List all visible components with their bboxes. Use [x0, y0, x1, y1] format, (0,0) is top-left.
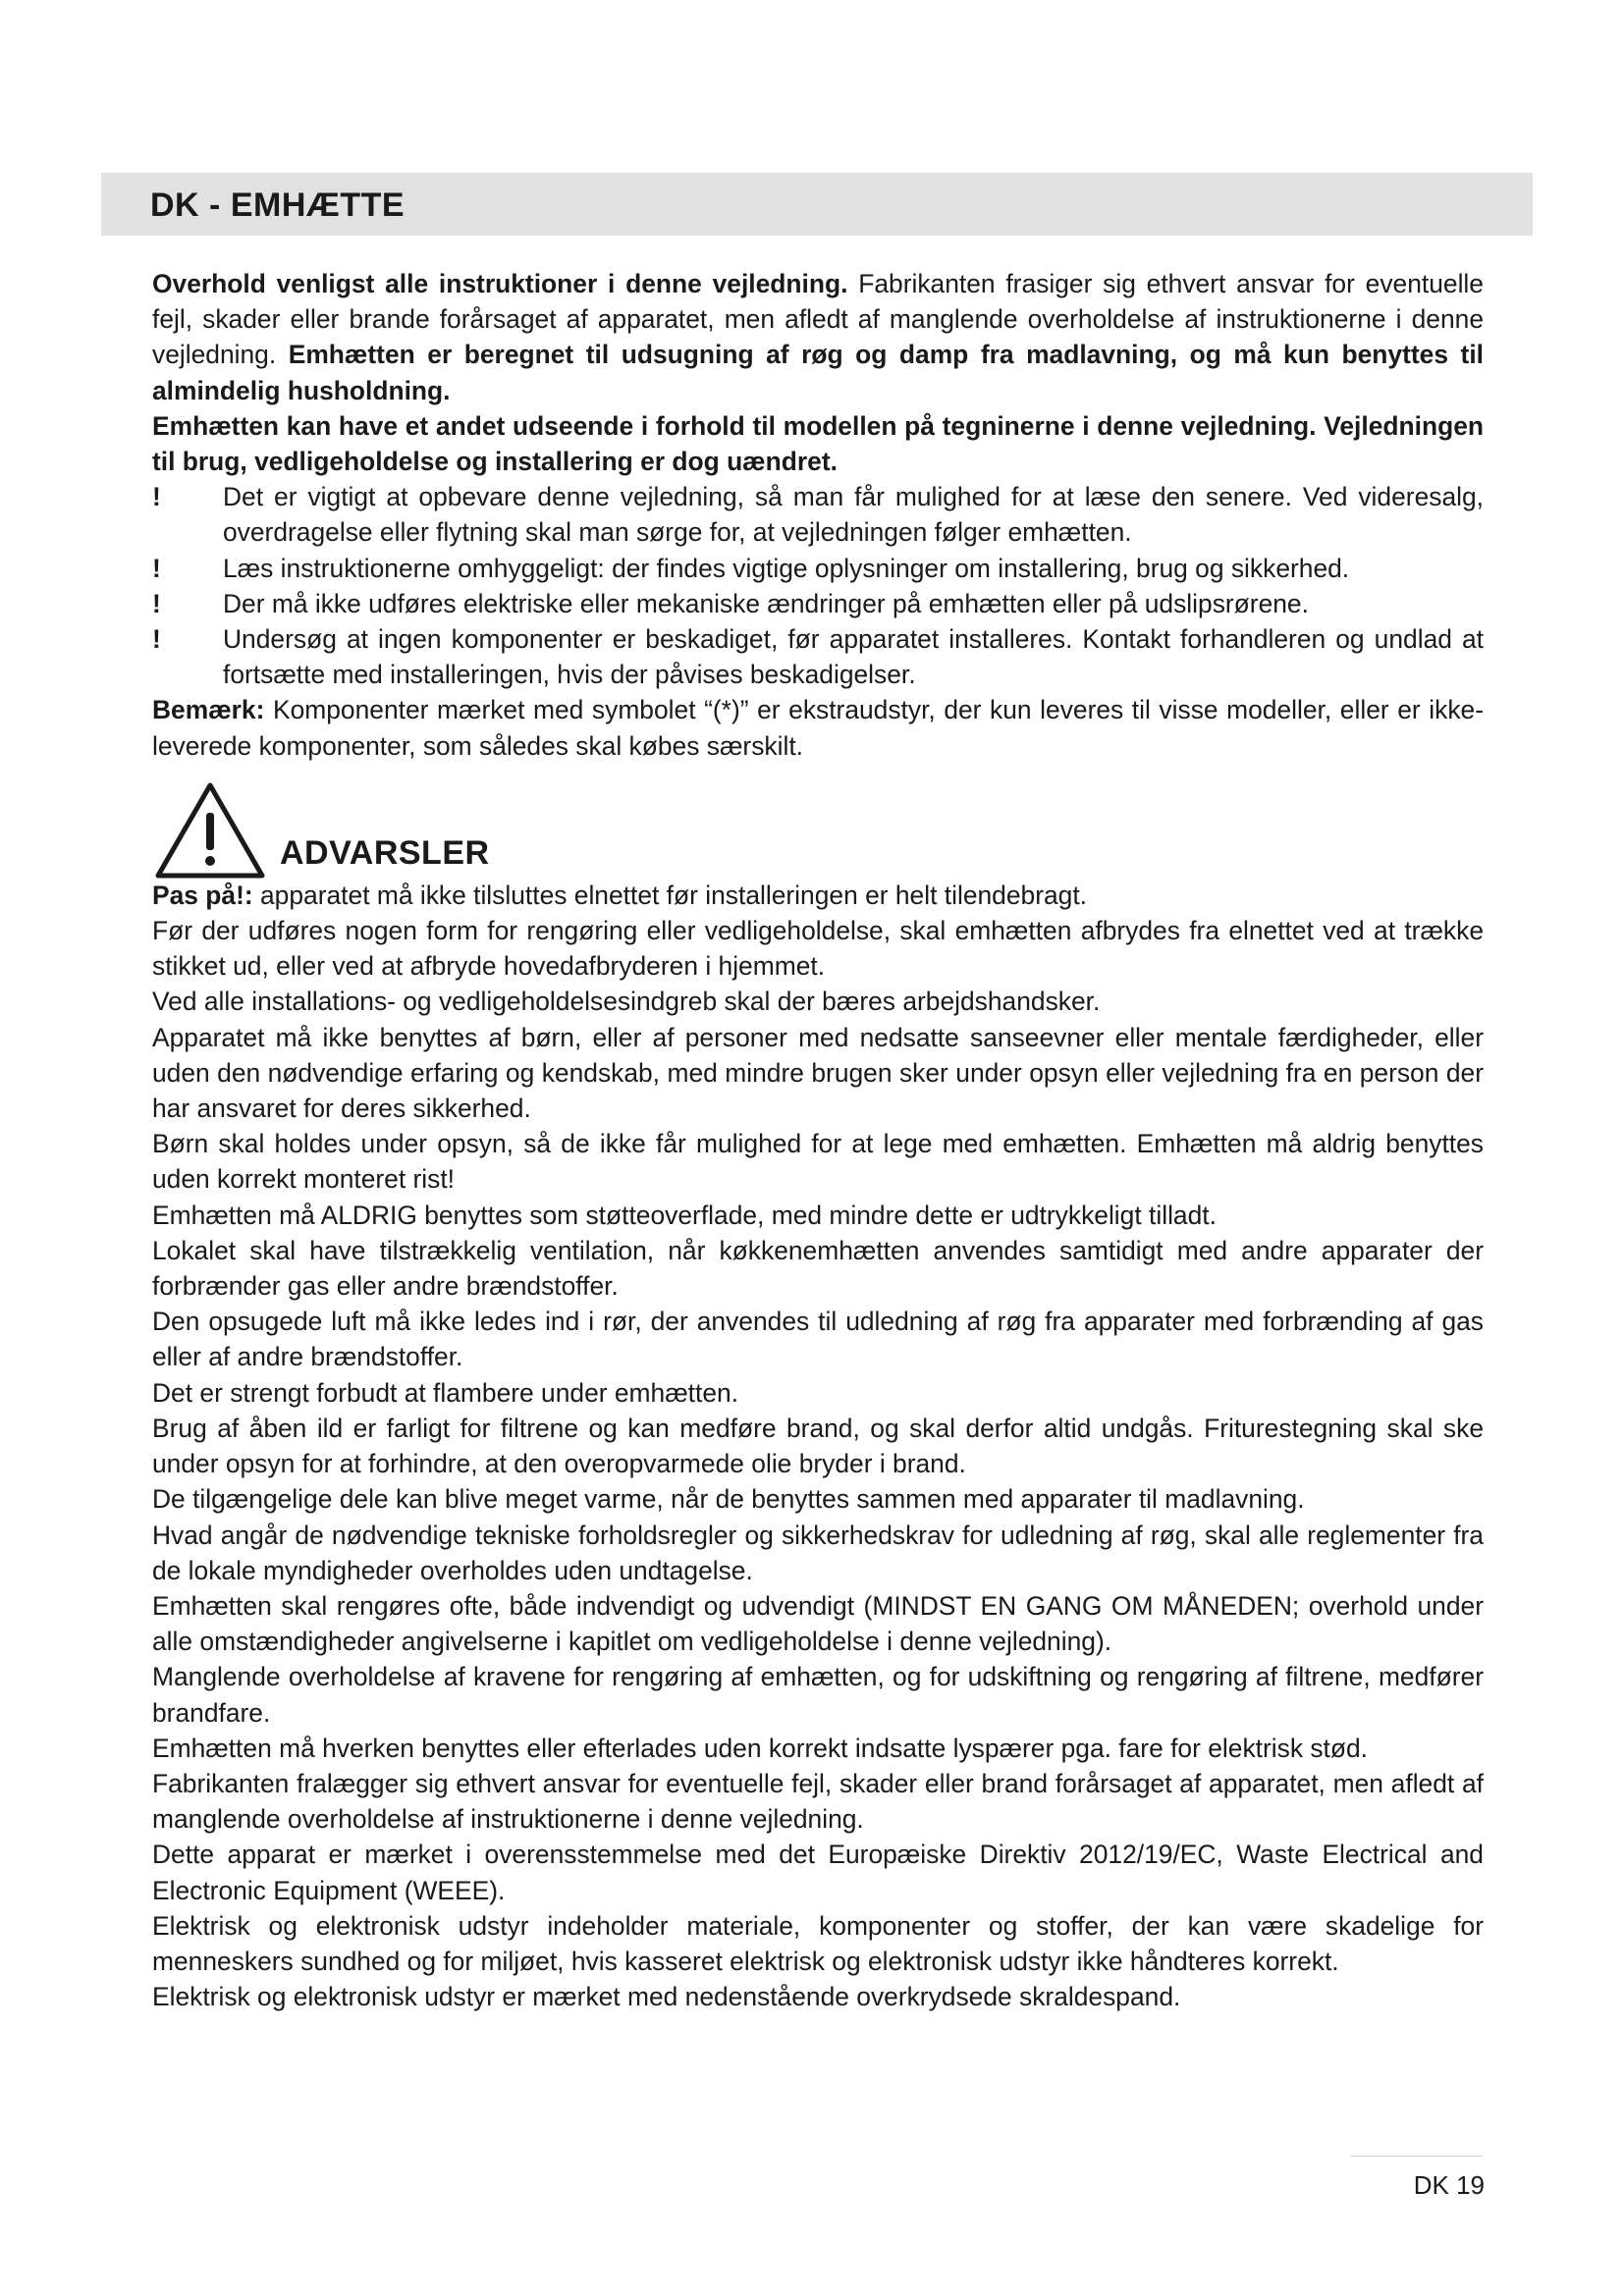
intro-appearance-note [152, 408, 1484, 479]
warning-first-text: apparatet må ikke tilsluttes elnettet før installeringen er helt tilendebragt. [252, 880, 1088, 910]
intro-bold-purpose: Emhætten er beregnet til udsugning af røg og damp fra madlavning, og må kun benyttes til almindelig husholdning. [152, 340, 1484, 405]
note-text: Komponenter mærket med symbolet “(*)” er ekstraudstyr, der kun leveres til visse modeller, eller er ikke-leverede komponenter, som således skal købes særskilt. [152, 695, 1484, 761]
warning-paragraph: Fabrikanten fralægger sig ethvert ansvar for eventuelle fejl, skader eller brand forårsaget af apparatet, men afledt af manglende overholdelse af instruktionerne i denne vejledning. [152, 1768, 1484, 1835]
warning-paragraph: Det er strengt forbudt at flambere under emhætten. [152, 1377, 739, 1408]
warning-paragraph: Elektrisk og elektronisk udstyr indeholder materiale, komponenter og stoffer, der kan være skadelige for menneskers sundhed og for miljøet, hvis kasseret elektrisk og elektronisk udstyr ikke håndteres korrekt. [152, 1910, 1484, 1976]
section-title: DK - EMHÆTTE [150, 187, 406, 224]
bullet-text: Læs instruktionerne omhyggeligt: der findes vigtige oplysninger om installering, brug og sikkerhed. [223, 553, 1350, 583]
warning-paragraph: Elektrisk og elektronisk udstyr er mærket med nedenstående overkrydsede skraldespand. [152, 1982, 1181, 2012]
warning-paragraph: Manglende overholdelse af kravene for rengøring af emhætten, og for udskiftning og rengøring af filtrene, medfører brandfare. [152, 1662, 1484, 1728]
intro-paragraph [152, 266, 1484, 408]
warning-paragraph: Dette apparat er mærket i overensstemmelse med det Europæiske Direktiv 2012/19/EC, Waste Electrical and Electronic Equipment (WEEE). [152, 1840, 1484, 1905]
warnings-title: ADVARSLER [280, 833, 490, 872]
exclamation-icon: ! [152, 624, 161, 655]
warnings-list [152, 913, 1484, 2014]
warnings-heading [152, 777, 1484, 878]
note-label: Bemærk: [152, 695, 265, 725]
intro-bold-lead: Overhold venligst alle instruktioner i denne vejledning. [152, 269, 848, 298]
warning-paragraph: Hvad angår de nødvendige tekniske forholdsregler og sikkerhedskrav for udledning af røg, skal alle reglementer fra de lokale myndigheder overholdes uden undtagelse. [152, 1520, 1484, 1585]
intro-text: Fabrikanten frasiger sig ethvert ansvar for eventuelle fejl, skader eller brande forårsaget af apparatet, men afledt af manglende overholdelse af instruktionerne i denne vejledning. [152, 269, 1484, 370]
bullet-text: Der må ikke udføres elektriske eller mekaniske ændringer på emhætten eller på udslipsrørene. [223, 588, 1309, 618]
footer-divider [1350, 2156, 1482, 2157]
warning-paragraph: Den opsugede luft må ikke ledes ind i rør, der anvendes til udledning af røg fra apparater med forbrænding af gas eller af andre brændstoffer. [152, 1307, 1484, 1372]
bullet-item [152, 551, 1484, 586]
exclamation-icon: ! [152, 553, 161, 583]
bullet-item [152, 621, 1484, 692]
warning-first [152, 878, 1484, 913]
document-body [152, 266, 1484, 2014]
warning-paragraph: Ved alle installations- og vedligeholdelsesindgreb skal der bæres arbejdshandsker. [152, 987, 1101, 1017]
section-header-bar [101, 173, 1533, 236]
warning-paragraph: Børn skal holdes under opsyn, så de ikke får mulighed for at lege med emhætten. Emhætten må aldrig benyttes uden korrekt monteret rist! [152, 1129, 1484, 1195]
note-paragraph [152, 692, 1484, 763]
warning-paragraph: Emhætten må ALDRIG benyttes som støtteoverflade, med mindre dette er udtrykkeligt tilladt. [152, 1200, 1217, 1230]
intro-appearance-text: Emhætten kan have et andet udseende i forhold til modellen på tegninerne i denne vejledning. Vejledningen til brug, vedligeholdelse og installering er dog uændret. [152, 410, 1484, 477]
warning-first-label: Pas på!: [152, 880, 253, 910]
warning-paragraph: Apparatet må ikke benyttes af børn, eller af personer med nedsatte sanseevner eller mentale færdigheder, eller uden den nødvendige erfaring og kendskab, med mindre brugen sker under opsyn eller vejledning fra en person der har ansvaret for deres sikkerhed. [152, 1022, 1484, 1124]
warning-paragraph: De tilgængelige dele kan blive meget varme, når de benyttes sammen med apparater til madlavning. [152, 1484, 1305, 1515]
bullet-text: Det er vigtigt at opbevare denne vejledning, så man får mulighed for at læse den senere. Ved videresalg, overdragelse eller flytning skal man sørge for, at vejledningen følger emhætten. [223, 482, 1484, 548]
exclamation-icon: ! [152, 482, 161, 512]
warning-paragraph: Før der udføres nogen form for rengøring eller vedligeholdelse, skal emhætten afbrydes fra elnettet ved at trække stikket ud, eller ved at afbryde hovedafbryderen i hjemmet. [152, 916, 1484, 982]
exclamation-icon: ! [152, 588, 161, 618]
warning-triangle-icon [152, 779, 268, 881]
page-number: DK 19 [1413, 2170, 1485, 2200]
warning-paragraph: Brug af åben ild er farligt for filtrene og kan medføre brand, og skal derfor altid undgås. Friturestegning skal ske under opsyn for at forhindre, at den overopvarmede olie bryder i brand. [152, 1413, 1484, 1479]
warning-paragraph: Emhætten skal rengøres ofte, både indvendigt og udvendigt (MINDST EN GANG OM MÅNEDEN; overhold under alle omstændigheder angivelserne i kapitlet om vedligeholdelse i denne vejledning). [152, 1590, 1484, 1657]
bullet-item [152, 586, 1484, 621]
warning-paragraph: Lokalet skal have tilstrækkelig ventilation, når køkkenemhætten anvendes samtidigt med andre apparater der forbrænder gas eller andre brændstoffer. [152, 1235, 1484, 1302]
bullet-item [152, 479, 1484, 550]
warning-paragraph: Emhætten må hverken benyttes eller efterlades uden korrekt indsatte lyspærer pga. fare for elektrisk stød. [152, 1733, 1369, 1763]
bullet-text: Undersøg at ingen komponenter er beskadiget, før apparatet installeres. Kontakt forhandleren og undlad at fortsætte med installeringen, hvis der påvises beskadigelser. [223, 624, 1484, 690]
